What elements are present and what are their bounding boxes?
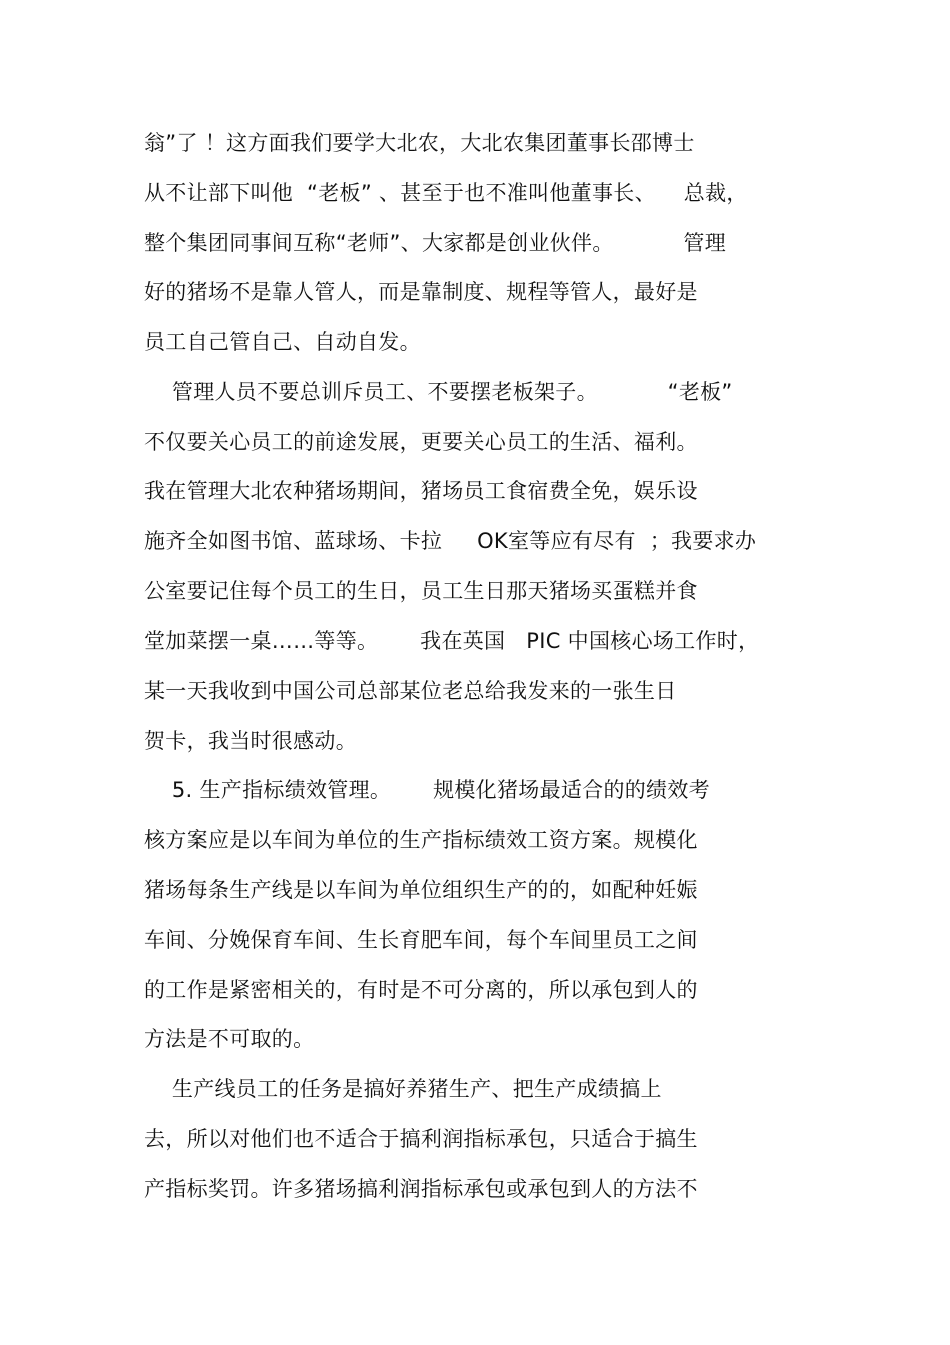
text-line: 不仅要关心员工的前途发展，更要关心员工的生活、福利。 — [144, 430, 698, 454]
text-line: 猪场每条生产线是以车间为单位组织生产的的，如配种妊娠 — [144, 878, 698, 902]
text-line: 的工作是紧密相关的，有时是不可分离的，所以承包到人的 — [144, 978, 698, 1002]
text-line: 施齐全如图书馆、蓝球场、卡拉 OK室等应有尽有 ；我要求办 — [144, 529, 757, 553]
text-line: 好的猪场不是靠人管人，而是靠制度、规程等管人，最好是 — [144, 280, 698, 304]
text-line: 员工自己管自己、自动自发。 — [144, 330, 421, 354]
text-line: 核方案应是以车间为单位的生产指标绩效工资方案。规模化 — [144, 828, 698, 852]
text-line: 我在管理大北农种猪场期间，猪场员工食宿费全免，娱乐设 — [144, 479, 698, 503]
text-line: 方法是不可取的。 — [144, 1027, 315, 1051]
text-line: 管理人员不要总训斥员工、不要摆老板架子。 “老板” — [144, 380, 733, 404]
text-line: 公室要记住每个员工的生日，员工生日那天猪场买蛋糕并食 — [144, 579, 698, 603]
text-line: 5. 生产指标绩效管理。 规模化猪场最适合的的绩效考 — [144, 778, 710, 802]
text-line: 某一天我收到中国公司总部某位老总给我发来的一张生日 — [144, 679, 677, 703]
text-line: 去，所以对他们也不适合于搞利润指标承包，只适合于搞生 — [144, 1127, 698, 1151]
text-line: 从不让部下叫他 “老板” 、甚至于也不准叫他董事长、 总裁， — [144, 181, 748, 205]
text-line: 整个集团同事间互称“老师”、大家都是创业伙伴。 管理 — [144, 231, 727, 255]
text-line: 生产线员工的任务是搞好养猪生产、把生产成绩搞上 — [144, 1077, 662, 1101]
text-line: 贺卡，我当时很感动。 — [144, 729, 357, 753]
text-line: 产指标奖罚。许多猪场搞利润指标承包或承包到人的方法不 — [144, 1177, 698, 1201]
text-line: 翁”了 ！这方面我们要学大北农，大北农集团董事长邵博士 — [144, 131, 695, 155]
text-line: 堂加菜摆一桌……等等。 我在英国 PIC 中国核心场工作时， — [144, 629, 760, 653]
text-line: 车间、分娩保育车间、生长育肥车间，每个车间里员工之间 — [144, 928, 698, 952]
